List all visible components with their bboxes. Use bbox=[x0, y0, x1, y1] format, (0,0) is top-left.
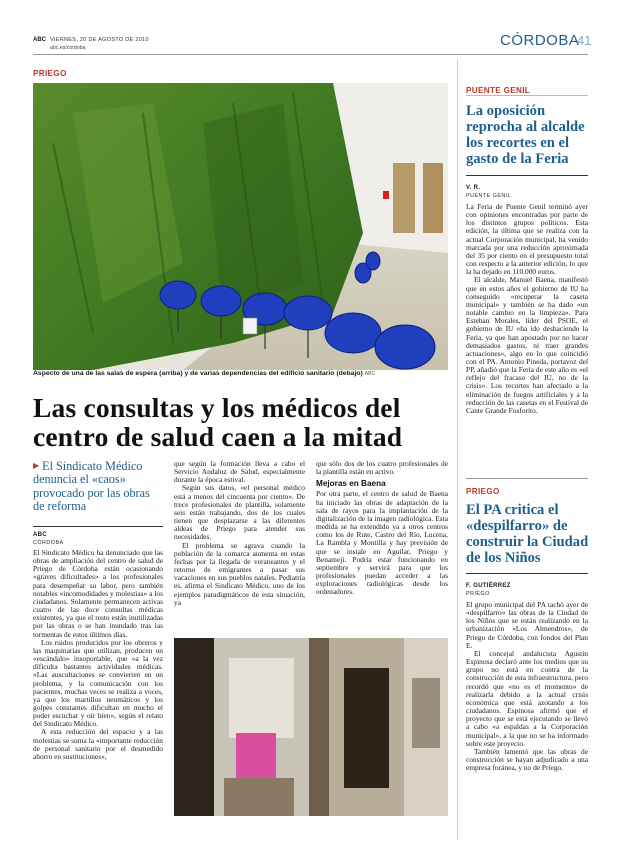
main-byline-author: ABC bbox=[33, 532, 47, 538]
paragraph: El problema se agrava cuando la población de la comarca aumenta en estas fechas por la llegada de veraneantes y el retorno de emigrantes a pasar sus vacaciones en sus pueblos natales. Pediatría es, afirma el Sindicato Médico, uno de los ejemplos paradigmáticos de esta situación, ya bbox=[174, 540, 305, 607]
caption-text: Aspecto de una de las salas de espera (arriba) y de varias dependencias del edificio sanitario (debajo) bbox=[33, 370, 363, 377]
sidebar-bottom-byline-place: PRIEGO bbox=[466, 591, 490, 597]
paragraph: Los ruidos producidos por los obreros y las maquinarias que utilizan, producen un «escándalo» insoportable, que «a la vez dificulta bastantes actividades médicas. «Las auscultaciones se convierten en un problema, y la comunicación con los pacientes, muchas veces se realiza a voces, ya que los martillos neumáticos y los golpes constantes dificultan en mucho el poder escuchar y oír bien», según el relato del Sindicato Médico. bbox=[33, 637, 163, 729]
sidebar-top-headline: La oposición reprocha al alcalde los recortes en el gasto de la Feria bbox=[466, 103, 585, 167]
paragraph: El grupo municipal del PA tachó ayer de «despilfarro» las obras de la Ciudad de los Niños que se están realizando en la urbanización «Los Almendros», de Priego de Córdoba, con fondos del Plan E. bbox=[466, 600, 588, 650]
sidebar-bottom-headline: El PA critica el «despilfarro» de construir la Ciudad de los Niños bbox=[466, 502, 589, 566]
main-summary bbox=[33, 459, 161, 514]
main-column-2 bbox=[174, 460, 305, 607]
sidebar-top-rule bbox=[466, 95, 588, 96]
sidebar-top-body bbox=[466, 203, 588, 415]
paragraph: Por otra parte, el centro de salud de Baena ha iniciado las obras de adaptación de la sala de rayos para la implantación de la digitalización de la imagen radiológica. Esta medida se ha extendido ya a otros centros como los de Rute, Castro del Río, Lucena, La Rambla y Montilla y hay previsión de que se instale en Aguilar, Priego y Benamejí. Podría estar funcionando en septiembre y servirá para que los profesionales puedan acceder a las exploraciones radiológicas desde los ordenadores. bbox=[316, 489, 448, 597]
main-kicker: PRIEGO bbox=[33, 69, 67, 78]
sidebar-bottom-body bbox=[466, 601, 588, 772]
summary-rule bbox=[33, 526, 163, 527]
sidebar-top-byline-author: V. R. bbox=[466, 185, 481, 191]
main-headline bbox=[33, 393, 453, 451]
photo-caption bbox=[33, 370, 448, 377]
headline-line-2: centro de salud caen a la mitad bbox=[33, 421, 403, 452]
paragraph: que según la formación lleva a cabo el Servicio Andaluz de Salud, especialmente durante la época estival. bbox=[174, 459, 305, 485]
headline-line-1: Las consultas y los médicos del bbox=[33, 392, 401, 423]
paragraph: El Sindicato Médico ha denunciado que las obras de ampliación del centro de salud de Priego de Córdoba están ocasionando «graves dificultades» a los profesionales para desempeñar su labor, pero también notables «incomodidades y molestias» a los ciudadanos. Solamente permanecen activas cuatro de las doce consultas médicas existentes, ya que el resto están inutilizadas por las obras o se han inundado tras las tormentas de estos últimos días. bbox=[33, 548, 163, 639]
subheading: Mejoras en Baena bbox=[316, 479, 386, 489]
header-rule bbox=[33, 54, 588, 55]
summary-text: El Sindicato Médico denuncia el «caos» provocado por las obras de reforma bbox=[33, 459, 150, 514]
sidebar-top-kicker: PUENTE GENIL bbox=[466, 86, 531, 95]
paragraph: Según sus datos, «el personal médico está a menos del cincuenta por ciento». De trece profesionales de plantilla, solamente seis están trabajando, dos de los cuales tienen que desplazarse a las diferentes aldeas de Priego para atender sus necesidades. bbox=[174, 483, 305, 542]
paragraph: La Feria de Puente Genil terminó ayer con opiniones encontradas por parte de los distintos grupos políticos. Esta edición, la última que se realiza con la actual Corporación municipal, ha venido marcada por una reducción aproximada del 35 por ciento en el presupuesto total con respecto a la anterior edición, lo que la ha dejado en 110.000 euros. bbox=[466, 202, 588, 277]
paragraph: El alcalde, Manuel Baena, manifestó que en estos años el gobierno de IU ha conseguido «recuperar la caseta municipal» y también se ha dado «un notable cambio en la limpieza». Para Esteban Morales, líder del PSOE, el gobierno de IU «ha ido deshaciendo la Feria, ya que han apostado por no hacer demasiados gastos, ni traer grandes actuaciones», algo en lo que coincidió con el PA. Antonio Pineda, portavoz del PP, añadió que la Feria de este año es «el reflejo del fracaso del IU, no de la crisis». Los recortes han afectado a la eliminación de fuegos artificiales y a la reducción de las casetas en el Festival de Cante Grande Fosforito. bbox=[466, 275, 588, 415]
column-divider bbox=[457, 60, 458, 840]
bullet-triangle-icon: ▶ bbox=[33, 461, 40, 470]
clinic-rooms-photo bbox=[174, 638, 448, 816]
clinic-rooms-illustration bbox=[174, 638, 448, 816]
section-title: CÓRDOBA bbox=[500, 32, 580, 49]
masthead-brand: ABC bbox=[33, 37, 46, 43]
waiting-room-illustration bbox=[33, 83, 448, 370]
issue-date: VIERNES, 20 DE AGOSTO DE 2010 bbox=[50, 37, 149, 43]
sidebar-bottom-headline-rule bbox=[466, 573, 588, 574]
sidebar-divider bbox=[466, 478, 588, 479]
sidebar-top-headline-rule bbox=[466, 175, 588, 176]
sidebar-bottom-kicker: PRIEGO bbox=[466, 487, 500, 496]
paragraph: También lamentó que las obras de construcción se hayan adjudicado a una empresa foránea, y no de Priego. bbox=[466, 746, 588, 773]
sidebar-bottom-byline-author: F. GUTIÉRREZ bbox=[466, 583, 511, 589]
paragraph: El concejal andalucista Agustín Espinosa declaró ante los medios que su grupo no está en contra de la construcción de esta infraestructura, pero recordó que «no es el momento» de realizarla debido a la actual crisis económica que está azotando a los ciudadanos. Espinosa afirmó que el proyecto que se está ejecutando se llevó a cabo «a espaldas a la Corporación municipal», a la que no se ha informado sobre este proyecto. bbox=[466, 648, 588, 748]
main-column-3 bbox=[316, 460, 448, 597]
waiting-room-photo bbox=[33, 83, 448, 370]
section-url[interactable]: abc.es/cordoba bbox=[50, 45, 86, 51]
caption-credit: ABC bbox=[364, 371, 376, 377]
paragraph: A esta reducción del espacio y a las molestias se suma la «importante reducción de personal sanitario por el desmedido ahorro en sustituciones», bbox=[33, 727, 163, 761]
page-number: 41 bbox=[577, 33, 592, 48]
sidebar-top-byline-place: PUENTE GENIL bbox=[466, 193, 512, 199]
main-column-1 bbox=[33, 549, 163, 761]
main-byline-place: CÓRDOBA bbox=[33, 540, 64, 546]
paragraph: que sólo dos de los cuatro profesionales de la plantilla están en activo. bbox=[316, 459, 448, 477]
